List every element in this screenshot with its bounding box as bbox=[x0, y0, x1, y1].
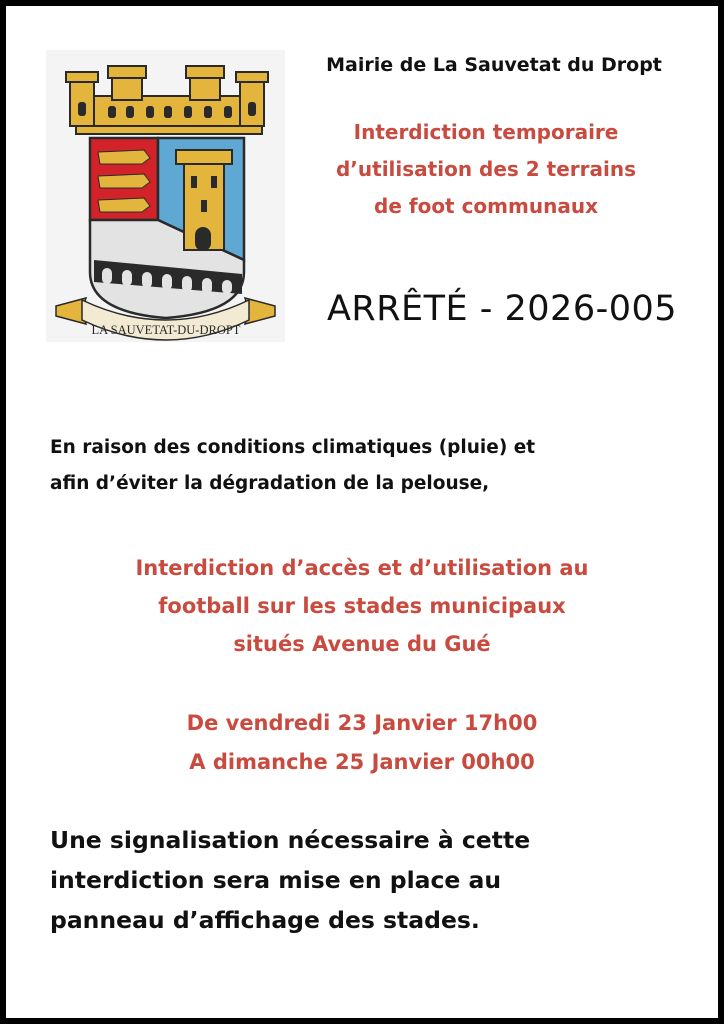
subtitle-line: de foot communaux bbox=[374, 194, 598, 218]
town-coat-of-arms-icon bbox=[46, 50, 285, 342]
reason-line: afin d’éviter la dégradation de la pelouse, bbox=[50, 473, 490, 494]
date-range bbox=[26, 704, 698, 782]
subtitle-line: Interdiction temporaire bbox=[353, 120, 619, 144]
subtitle-line: d’utilisation des 2 terrains bbox=[335, 157, 636, 181]
date-start: De vendredi 23 Janvier 17h00 bbox=[186, 711, 538, 735]
arrete-number: ARRÊTÉ - 2026-005 bbox=[326, 289, 678, 329]
interdiction-line: situés Avenue du Gué bbox=[233, 632, 491, 656]
signalisation-paragraph bbox=[50, 820, 710, 940]
signal-line: panneau d’affichage des stades. bbox=[50, 906, 480, 934]
date-end: A dimanche 25 Janvier 00h00 bbox=[189, 750, 535, 774]
mairie-name: Mairie de La Sauvetat du Dropt bbox=[326, 54, 662, 76]
reason-line: En raison des conditions climatiques (pluie) et bbox=[50, 437, 536, 458]
crest-ribbon-text: LA SAUVETAT-DU-DROPT bbox=[91, 323, 241, 337]
interdiction-line: Interdiction d’accès et d’utilisation au bbox=[135, 556, 589, 580]
notice-page bbox=[6, 6, 718, 1018]
notice-subtitle bbox=[286, 114, 686, 225]
signal-line: Une signalisation nécessaire à cette bbox=[50, 826, 531, 854]
interdiction-paragraph bbox=[26, 549, 698, 663]
reason-paragraph bbox=[50, 430, 710, 502]
interdiction-line: football sur les stades municipaux bbox=[158, 594, 566, 618]
signal-line: interdiction sera mise en place au bbox=[50, 866, 502, 894]
